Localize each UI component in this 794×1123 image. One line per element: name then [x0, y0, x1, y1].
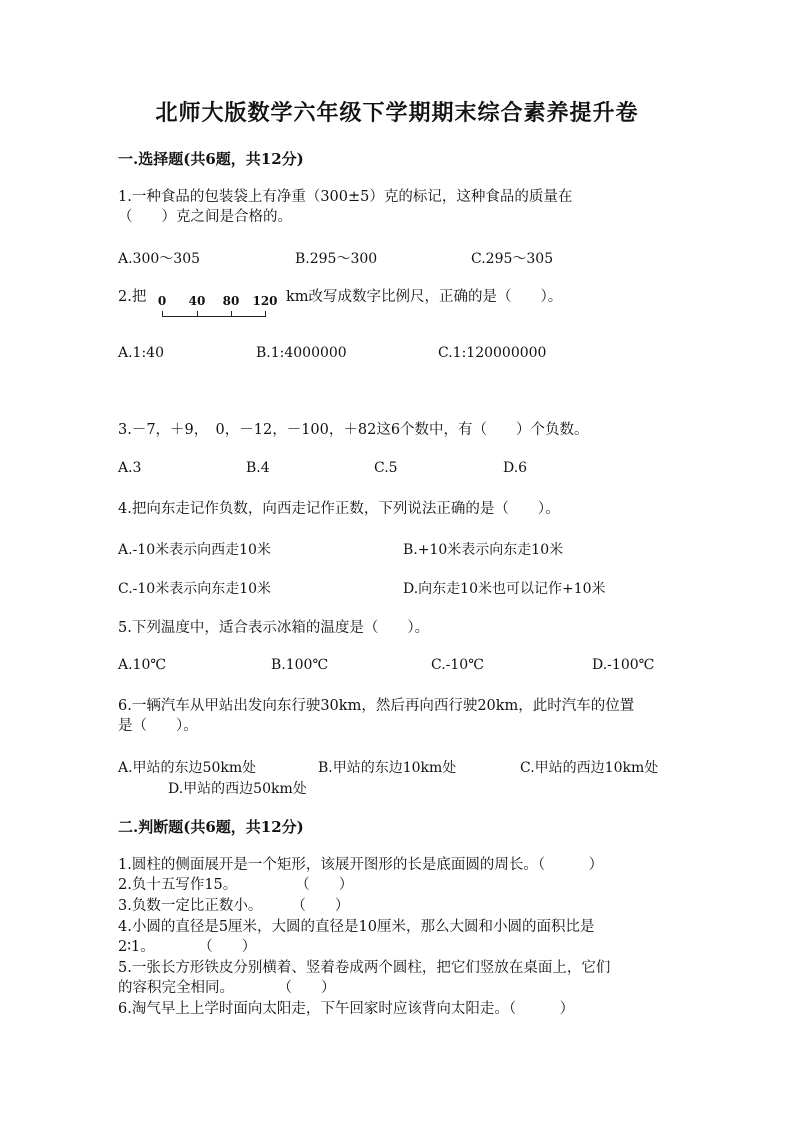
question-6-line-2: 是（ ）。 — [118, 718, 198, 734]
question-1-line-1: 1.一种食品的包装袋上有净重（300±5）克的标记，这种食品的质量在 — [118, 189, 573, 205]
question-3-option-c: C.5 — [374, 460, 398, 476]
question-1-option-b: B.295～300 — [295, 251, 378, 267]
scale-label-120: 120 — [252, 294, 278, 308]
section-heading-choice: 一.选择题(共6题，共12分) — [118, 150, 304, 168]
question-3-option-a: A.3 — [118, 460, 142, 476]
question-6-line-1: 6.一辆汽车从甲站出发向东行驶30km，然后再向西行驶20km，此时汽车的位置 — [118, 698, 635, 714]
question-6-option-c: C.甲站的西边10km处 — [520, 760, 659, 776]
question-1-option-a: A.300～305 — [118, 251, 201, 267]
question-6-option-b: B.甲站的东边10km处 — [318, 760, 457, 776]
judgement-line: 6.淘气早上上学时面向太阳走，下午回家时应该背向太阳走。（ ） — [118, 1001, 575, 1017]
scale-tick — [197, 311, 198, 316]
page-title: 北师大版数学六年级下学期期末综合素养提升卷 — [155, 100, 639, 126]
line-scale-figure — [158, 294, 286, 324]
question-3-option-d: D.6 — [503, 460, 528, 476]
scale-label-0: 0 — [157, 294, 167, 308]
scale-tick — [162, 311, 163, 316]
question-2-option-a: A.1:40 — [118, 345, 164, 361]
question-2-suffix: km改写成数字比例尺，正确的是（ ）。 — [286, 289, 563, 305]
section-heading-judgement: 二.判断题(共6题，共12分) — [118, 818, 304, 836]
scale-tick — [265, 311, 266, 316]
judgement-line: 1.圆柱的侧面展开是一个矩形，该展开图形的长是底面圆的周长。（ ） — [118, 857, 604, 873]
question-2-option-b: B.1:4000000 — [256, 345, 347, 361]
question-2-prefix: 2.把 — [118, 289, 147, 305]
judgement-line: 的容积完全相同。 （ ） — [118, 980, 336, 996]
question-5-option-d: D.-100℃ — [592, 657, 655, 673]
question-4-option-c: C.-10米表示向东走10米 — [118, 581, 272, 597]
question-3-text: 3.－7，＋9， 0，－12，－100，＋82这6个数中，有（ ）个负数。 — [118, 422, 589, 438]
judgement-line: 3.负数一定比正数小。 （ ） — [118, 898, 350, 914]
scale-tick — [231, 311, 232, 316]
question-5-text: 5.下列温度中，适合表示冰箱的温度是（ ）。 — [118, 620, 430, 636]
question-5-option-b: B.100℃ — [271, 657, 329, 673]
question-5-option-c: C.-10℃ — [431, 657, 484, 673]
judgement-line: 2∶1。 （ ） — [118, 939, 257, 955]
judgement-line: 4.小圆的直径是5厘米，大圆的直径是10厘米，那么大圆和小圆的面积比是 — [118, 919, 595, 935]
question-5-option-a: A.10℃ — [118, 657, 167, 673]
judgement-line: 2.负十五写作15。 （ ） — [118, 877, 354, 893]
question-6-option-d: D.甲站的西边50km处 — [168, 781, 307, 797]
question-4-option-b: B.+10米表示向东走10米 — [403, 542, 564, 558]
question-4-option-d: D.向东走10米也可以记作+10米 — [403, 581, 606, 597]
question-6-option-a: A.甲站的东边50km处 — [118, 760, 257, 776]
question-2-option-c: C.1:120000000 — [438, 345, 547, 361]
question-3-option-b: B.4 — [246, 460, 270, 476]
question-1-option-c: C.295～305 — [471, 251, 554, 267]
scale-bar — [162, 316, 266, 317]
question-1-line-2: （ ）克之间是合格的。 — [118, 209, 292, 225]
scale-label-80: 80 — [222, 294, 240, 308]
question-4-text: 4.把向东走记作负数，向西走记作正数，下列说法正确的是（ ）。 — [118, 501, 560, 517]
judgement-line: 5.一张长方形铁皮分别横着、竖着卷成两个圆柱，把它们竖放在桌面上，它们 — [118, 960, 611, 976]
question-4-option-a: A.-10米表示向西走10米 — [118, 542, 271, 558]
scale-label-40: 40 — [188, 294, 206, 308]
